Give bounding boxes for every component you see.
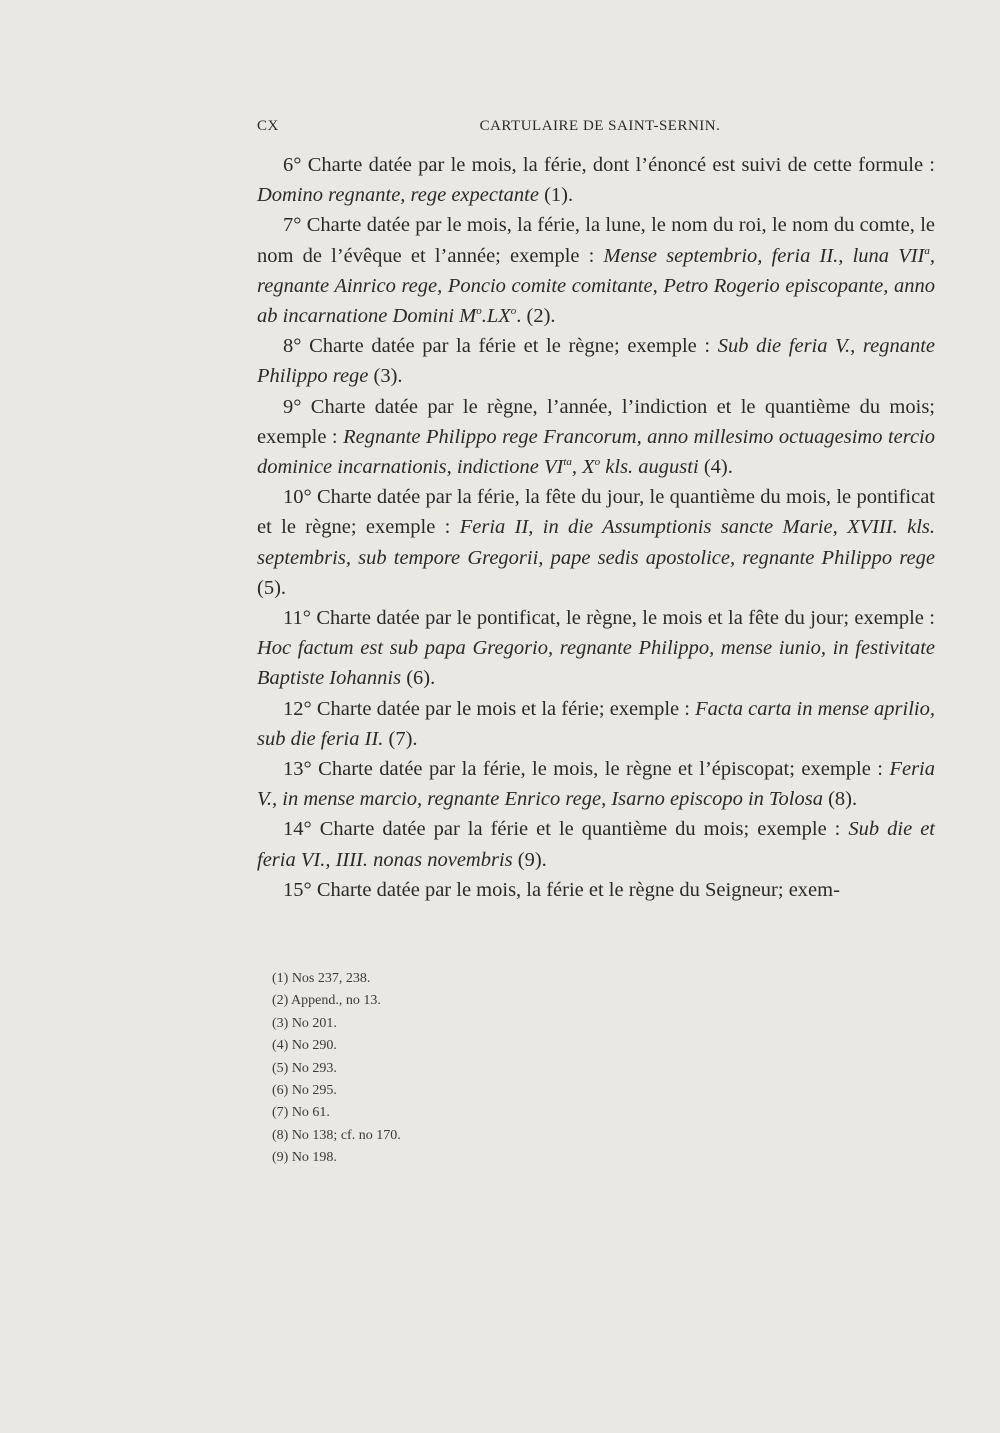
- text-segment: 13° Charte datée par la férie, le mois, le règne et l’épiscopat; exemple :: [283, 758, 890, 781]
- superscript: o: [476, 305, 482, 318]
- text-segment: 15° Charte datée par le mois, la férie et le règne du Seigneur; exem-: [283, 878, 840, 901]
- text-segment: 7° Charte datée par le mois, la férie, la lune, le nom du roi, le nom du comte, le nom de l’évêque et l’année; exemple :: [257, 214, 935, 267]
- footnote: (5) No 293.: [272, 1060, 337, 1076]
- italic-text: Facta carta in mense aprilio, sub die feria II.: [257, 697, 935, 750]
- footnote: (6) No 295.: [272, 1083, 337, 1099]
- page-header: [257, 118, 933, 142]
- text-segment: (8).: [822, 788, 858, 811]
- italic-text: Sub die et feria VI., IIII. nonas novembris: [257, 818, 935, 871]
- page-number: CX: [257, 118, 279, 134]
- footnote: (4) No 290.: [272, 1038, 337, 1054]
- superscript: a: [924, 244, 930, 257]
- body-text: [257, 150, 935, 905]
- text-segment: 12° Charte datée par le mois et la férie; exemple :: [283, 697, 696, 720]
- italic-text: Sub die feria V., regnante Philippo rege: [257, 335, 935, 388]
- text-segment: (9).: [512, 848, 547, 871]
- footnote: (1) Nos 237, 238.: [272, 971, 371, 986]
- text-segment: 9° Charte datée par le règne, l’année, l’indiction et le quantième du mois; exemple :: [257, 395, 935, 448]
- italic-text: Feria II, in die Assumptionis sancte Marie, XVIII. kls. septembris, sub tempore Gregorii, pape sedis apostolice, regnante Philippo rege: [257, 516, 935, 569]
- italic-text: .LX: [481, 305, 511, 328]
- paragraph-p10: [257, 482, 935, 603]
- text-segment: . (2).: [516, 305, 556, 328]
- italic-text: , X: [571, 456, 595, 479]
- footnote: (8) No 138; cf. no 170.: [272, 1127, 401, 1143]
- text-segment: (1).: [538, 184, 574, 207]
- italic-text: Hoc factum est sub papa Gregorio, regnante Philippo, mense iunio, in festivitate Baptiste Iohannis: [257, 637, 935, 690]
- italic-text: Regnante Philippo rege Francorum, anno millesimo octuagesimo tercio dominice incarnationis, indictione VI: [257, 425, 936, 479]
- superscript: ta: [563, 456, 572, 469]
- superscript: o: [510, 305, 517, 318]
- paragraph-p15: [257, 875, 935, 905]
- italic-text: Domino regnante, rege expectante: [257, 184, 539, 207]
- text-segment: 6° Charte datée par le mois, la férie, dont l’énoncé est suivi de cette formule :: [283, 154, 935, 176]
- paragraph-p7: [257, 210, 935, 331]
- footnote: (7) No 61.: [272, 1105, 330, 1121]
- text-segment: (3).: [368, 365, 403, 388]
- paragraph-p6: [257, 150, 935, 210]
- running-title: CARTULAIRE DE SAINT-SERNIN.: [479, 118, 721, 134]
- text-segment: (4).: [698, 456, 733, 479]
- footnote: (2) Append., no 13.: [272, 993, 381, 1009]
- paragraph-p13: [257, 754, 935, 814]
- footnote: (9) No 198.: [272, 1150, 337, 1166]
- italic-text: , regnante Ainrico rege, Poncio comite comitante, Petro Rogerio episcopante, anno ab incarnatione Domini M: [257, 244, 935, 328]
- superscript: o: [594, 456, 601, 469]
- paragraph-p8: [257, 331, 935, 391]
- text-segment: (7).: [383, 727, 418, 750]
- text-segment: 10° Charte datée par la férie, la fête du jour, le quantième du mois, le pontificat et le règne; exemple :: [257, 486, 935, 539]
- italic-text: Mense septembrio, feria II., luna VII: [603, 244, 925, 267]
- text-segment: 11° Charte datée par le pontificat, le règne, le mois et la fête du jour; exemple :: [283, 607, 935, 630]
- text-segment: 14° Charte datée par la férie et le quantième du mois; exemple :: [283, 818, 849, 841]
- paragraph-p9: [257, 392, 935, 483]
- footnote: (3) No 201.: [272, 1015, 337, 1031]
- italic-text: kls. augusti: [600, 456, 699, 479]
- paragraph-p11: [257, 603, 935, 694]
- italic-text: Feria V., in mense marcio, regnante Enrico rege, Isarno episcopo in Tolosa: [257, 758, 935, 811]
- text-segment: (5).: [257, 576, 287, 599]
- text-segment: (6).: [401, 667, 436, 690]
- paragraph-p14: [257, 814, 935, 874]
- text-segment: 8° Charte datée par la férie et le règne; exemple :: [283, 335, 718, 358]
- footnotes: [272, 968, 672, 1170]
- paragraph-p12: [257, 694, 935, 754]
